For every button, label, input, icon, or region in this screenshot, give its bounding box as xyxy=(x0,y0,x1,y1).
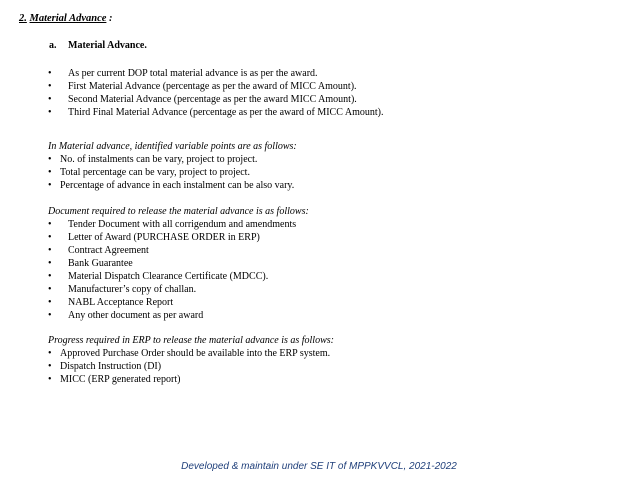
bullet: • xyxy=(48,154,52,165)
documents-section xyxy=(48,205,309,322)
bullet: • xyxy=(48,68,52,79)
list-item-text: Percentage of advance in each instalment can be also vary. xyxy=(60,180,295,191)
list-item xyxy=(48,179,297,192)
list-item-text: Third Final Material Advance (percentage as per the award of MICC Amount). xyxy=(68,107,384,118)
bullet: • xyxy=(48,284,52,295)
subheading-text: Material Advance. xyxy=(68,40,147,51)
list-item-text: NABL Acceptance Report xyxy=(68,297,174,308)
list-item xyxy=(48,67,383,80)
list-item-text: Material Dispatch Clearance Certificate (MDCC). xyxy=(68,271,269,282)
bullet: • xyxy=(48,219,52,230)
bullet: • xyxy=(48,258,52,269)
list-item-text: Tender Document with all corrigendum and amendments xyxy=(68,219,297,230)
list-item xyxy=(48,360,334,373)
list-item xyxy=(48,106,383,119)
section-intro: Document required to release the material advance is as follows: xyxy=(48,206,309,217)
list-item-text: Approved Purchase Order should be available into the ERP system. xyxy=(60,348,331,359)
list-item xyxy=(48,153,297,166)
bullet: • xyxy=(48,180,52,191)
bullet: • xyxy=(48,245,52,256)
list-item-text: Second Material Advance (percentage as per the award MICC Amount). xyxy=(68,94,357,105)
subheading xyxy=(49,40,147,51)
bullet: • xyxy=(48,107,52,118)
list-item xyxy=(48,270,309,283)
subheading-letter: a. xyxy=(49,40,57,51)
list-item xyxy=(48,93,383,106)
list-item-text: As per current DOP total material advance is as per the award. xyxy=(68,68,318,79)
list-item-text: Letter of Award (PURCHASE ORDER in ERP) xyxy=(68,232,260,243)
bullet: • xyxy=(48,374,52,385)
list-item-text: Contract Agreement xyxy=(68,245,149,256)
bullet: • xyxy=(48,297,52,308)
list-item-text: MICC (ERP generated report) xyxy=(60,374,181,385)
section-intro: Progress required in ERP to release the material advance is as follows: xyxy=(48,335,334,346)
list-item xyxy=(48,244,309,257)
heading-number: 2. xyxy=(19,13,27,24)
list-item-text: First Material Advance (percentage as per the award of MICC Amount). xyxy=(68,81,357,92)
list-item-text: Any other document as per award xyxy=(68,310,204,321)
list-item xyxy=(48,347,334,360)
list-item xyxy=(48,283,309,296)
variable-points-section xyxy=(48,140,297,192)
heading-colon: : xyxy=(109,13,113,24)
bullet: • xyxy=(48,167,52,178)
heading-title: Material Advance xyxy=(29,13,107,24)
footer-credit: Developed & maintain under SE IT of MPPKVVCL, 2021-2022 xyxy=(181,461,457,472)
bullet: • xyxy=(48,232,52,243)
list-item xyxy=(48,166,297,179)
bullet: • xyxy=(48,81,52,92)
list-item xyxy=(48,231,309,244)
list-item xyxy=(48,257,309,270)
section-heading xyxy=(19,13,113,24)
list-item xyxy=(48,373,334,386)
list-item xyxy=(48,80,383,93)
list-item-text: No. of instalments can be vary, project to project. xyxy=(60,154,258,165)
bullet: • xyxy=(48,271,52,282)
bullet: • xyxy=(48,348,52,359)
list-item-text: Dispatch Instruction (DI) xyxy=(60,361,162,372)
section-intro: In Material advance, identified variable points are as follows: xyxy=(48,141,297,152)
bullet: • xyxy=(48,310,52,321)
list-item-text: Manufacturer’s copy of challan. xyxy=(68,284,197,295)
list-item xyxy=(48,218,309,231)
erp-section xyxy=(48,334,334,386)
dop-list xyxy=(48,67,383,119)
list-item xyxy=(48,296,309,309)
bullet: • xyxy=(48,94,52,105)
list-item-text: Total percentage can be vary, project to project. xyxy=(60,167,250,178)
list-item-text: Bank Guarantee xyxy=(68,258,133,269)
list-item xyxy=(48,309,309,322)
bullet: • xyxy=(48,361,52,372)
